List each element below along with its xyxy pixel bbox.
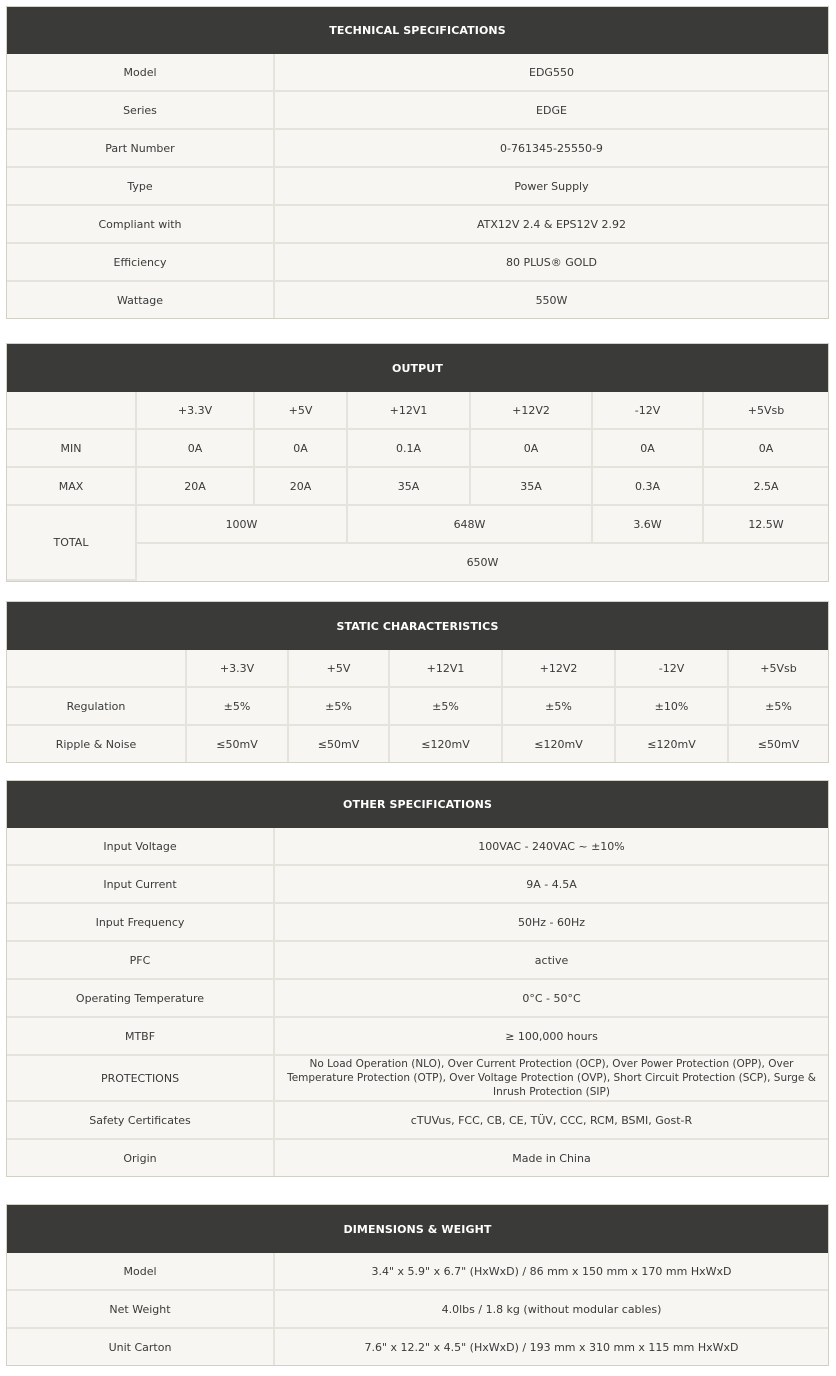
table-row [7, 54, 828, 91]
max-value: 20A [136, 467, 254, 505]
row-value: No Load Operation (NLO), Over Current Protection (OCP), Over Power Protection (OPP), Over Temperature Protection (OTP), Over Voltage Protection (OVP), Short Circuit Protection (SCP), Surge & Inrush Protection (SIP) [274, 1055, 828, 1101]
ripple-value: ≤120mV [615, 725, 728, 762]
row-label: PROTECTIONS [7, 1055, 274, 1101]
row-value: cTUVus, FCC, CB, CE, TÜV, CCC, RCM, BSMI, Gost-R [274, 1101, 828, 1139]
row-value: Power Supply [274, 167, 828, 205]
table-row [7, 1017, 828, 1055]
row-label: Series [7, 91, 274, 129]
rail-header: +3.3V [186, 650, 288, 687]
other-specifications-table [7, 828, 828, 1176]
row-value: 0-761345-25550-9 [274, 129, 828, 167]
row-label: Regulation [7, 687, 186, 725]
row-value: 50Hz - 60Hz [274, 903, 828, 941]
row-label: Unit Carton [7, 1328, 274, 1365]
min-value: 0A [470, 429, 592, 467]
row-value: 4.0lbs / 1.8 kg (without modular cables) [274, 1290, 828, 1328]
regulation-value: ±5% [728, 687, 828, 725]
static-rail-header-row [7, 650, 828, 687]
ripple-value: ≤120mV [389, 725, 502, 762]
total-value: 648W [347, 505, 592, 543]
table-row [7, 1328, 828, 1365]
regulation-value: ±5% [186, 687, 288, 725]
row-label: Wattage [7, 281, 274, 318]
rail-header: +5Vsb [728, 650, 828, 687]
table-row [7, 903, 828, 941]
table-row [7, 828, 828, 865]
row-value: ≥ 100,000 hours [274, 1017, 828, 1055]
max-value: 35A [470, 467, 592, 505]
table-row [7, 1253, 828, 1290]
total-value: 12.5W [703, 505, 828, 543]
row-label: Safety Certificates [7, 1101, 274, 1139]
output-rail-header-row [7, 392, 828, 429]
row-label: MAX [7, 467, 136, 505]
row-label: Input Voltage [7, 828, 274, 865]
row-label: Part Number [7, 129, 274, 167]
row-label: Ripple & Noise [7, 725, 186, 762]
regulation-value: ±10% [615, 687, 728, 725]
row-label: MIN [7, 429, 136, 467]
row-value: 80 PLUS® GOLD [274, 243, 828, 281]
min-value: 0A [254, 429, 347, 467]
row-label: Type [7, 167, 274, 205]
row-value: 550W [274, 281, 828, 318]
row-value: 100VAC - 240VAC ~ ±10% [274, 828, 828, 865]
output-min-row [7, 429, 828, 467]
ripple-value: ≤50mV [728, 725, 828, 762]
max-value: 2.5A [703, 467, 828, 505]
row-value: Made in China [274, 1139, 828, 1176]
row-label: MTBF [7, 1017, 274, 1055]
table-row [7, 281, 828, 318]
table-row [7, 1139, 828, 1176]
row-label: Input Current [7, 865, 274, 903]
rail-header: +5Vsb [703, 392, 828, 429]
max-value: 35A [347, 467, 470, 505]
row-label: Origin [7, 1139, 274, 1176]
empty-cell [7, 650, 186, 687]
total-value: 100W [136, 505, 347, 543]
dimensions-weight-section [6, 1204, 829, 1366]
table-row [7, 129, 828, 167]
table-row [7, 1290, 828, 1328]
rail-header: +12V1 [389, 650, 502, 687]
technical-specifications-section [6, 6, 829, 319]
rail-header: +12V2 [470, 392, 592, 429]
regulation-value: ±5% [288, 687, 389, 725]
row-label: Net Weight [7, 1290, 274, 1328]
row-label: Model [7, 54, 274, 91]
row-value: 0°C - 50°C [274, 979, 828, 1017]
static-characteristics-header: STATIC CHARACTERISTICS [7, 602, 828, 650]
max-value: 20A [254, 467, 347, 505]
row-value: EDG550 [274, 54, 828, 91]
static-characteristics-table [7, 650, 828, 762]
rail-header: +3.3V [136, 392, 254, 429]
row-value: 3.4" x 5.9" x 6.7" (HxWxD) / 86 mm x 150 mm x 170 mm HxWxD [274, 1253, 828, 1290]
dimensions-weight-header: DIMENSIONS & WEIGHT [7, 1205, 828, 1253]
output-total-row [7, 505, 828, 543]
row-value: 9A - 4.5A [274, 865, 828, 903]
row-label: Operating Temperature [7, 979, 274, 1017]
empty-cell [7, 392, 136, 429]
output-table [7, 392, 828, 581]
table-row [7, 1101, 828, 1139]
static-characteristics-section [6, 601, 829, 763]
table-row [7, 243, 828, 281]
ripple-value: ≤50mV [288, 725, 389, 762]
row-value: EDGE [274, 91, 828, 129]
rail-header: +5V [288, 650, 389, 687]
ripple-noise-row [7, 725, 828, 762]
rail-header: -12V [615, 650, 728, 687]
table-row [7, 91, 828, 129]
row-label: PFC [7, 941, 274, 979]
min-value: 0A [703, 429, 828, 467]
max-value: 0.3A [592, 467, 703, 505]
min-value: 0A [136, 429, 254, 467]
grand-total-value: 650W [136, 543, 828, 580]
rail-header: +12V1 [347, 392, 470, 429]
rail-header: -12V [592, 392, 703, 429]
min-value: 0A [592, 429, 703, 467]
table-row [7, 979, 828, 1017]
row-label: Input Frequency [7, 903, 274, 941]
row-value: 7.6" x 12.2" x 4.5" (HxWxD) / 193 mm x 310 mm x 115 mm HxWxD [274, 1328, 828, 1365]
ripple-value: ≤120mV [502, 725, 615, 762]
table-row [7, 167, 828, 205]
table-row [7, 1055, 828, 1101]
table-row [7, 941, 828, 979]
regulation-row [7, 687, 828, 725]
row-label: TOTAL [7, 505, 136, 580]
technical-specifications-header: TECHNICAL SPECIFICATIONS [7, 7, 828, 54]
table-row [7, 205, 828, 243]
row-label: Model [7, 1253, 274, 1290]
technical-specifications-table [7, 54, 828, 318]
regulation-value: ±5% [502, 687, 615, 725]
ripple-value: ≤50mV [186, 725, 288, 762]
regulation-value: ±5% [389, 687, 502, 725]
min-value: 0.1A [347, 429, 470, 467]
row-label: Compliant with [7, 205, 274, 243]
dimensions-weight-table [7, 1253, 828, 1365]
row-value: active [274, 941, 828, 979]
other-specifications-header: OTHER SPECIFICATIONS [7, 781, 828, 828]
row-label: Efficiency [7, 243, 274, 281]
output-header: OUTPUT [7, 344, 828, 392]
total-value: 3.6W [592, 505, 703, 543]
output-section [6, 343, 829, 582]
other-specifications-section [6, 780, 829, 1177]
rail-header: +5V [254, 392, 347, 429]
row-value: ATX12V 2.4 & EPS12V 2.92 [274, 205, 828, 243]
rail-header: +12V2 [502, 650, 615, 687]
output-max-row [7, 467, 828, 505]
table-row [7, 865, 828, 903]
